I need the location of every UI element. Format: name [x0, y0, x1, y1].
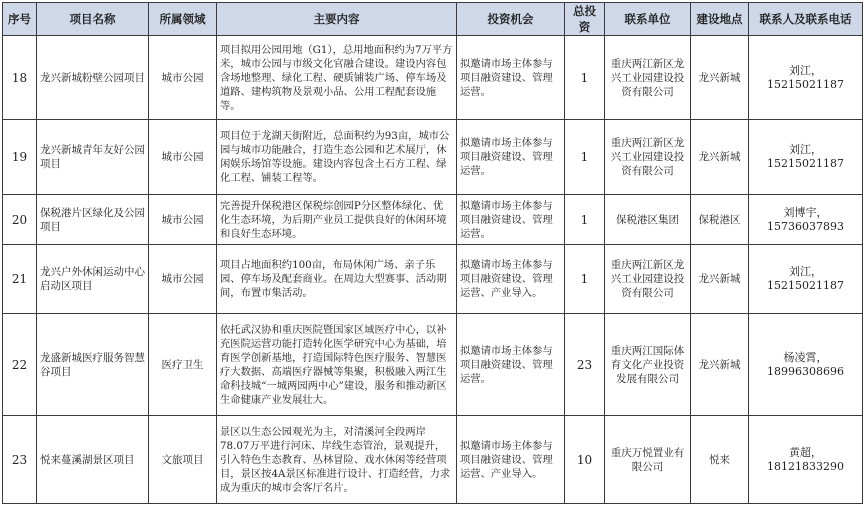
- row-seq: 18: [3, 36, 37, 120]
- row-total: 1: [565, 36, 605, 120]
- header-seq: 序号: [3, 3, 37, 36]
- row-total: 1: [565, 195, 605, 245]
- row-content: 依托武汉协和重庆医院暨国家区域医疗中心，以补充医院运营功能打造转化医学研究中心为基础，培育医学创新基地，打造国际特色医疗服务、智慧医疗大数据、高端医疗器械等集聚，积极融入两江生命科技城“一城两园两中心”建设，服务和推动新区生命健康产业发展壮大。: [217, 314, 457, 416]
- row-field: 城市公园: [149, 36, 217, 120]
- row-name: 龙盛新城医疗服务智慧谷项目: [37, 314, 149, 416]
- row-content: 项目占地面积约100亩，布局休闲广场、亲子乐园、停车场及配套商业。在周边大型赛事、活动期间，布置市集活动。: [217, 245, 457, 314]
- row-opportunity: 拟邀请市场主体参与项目融资建设、管理运营。: [457, 195, 565, 245]
- row-total: 10: [565, 416, 605, 504]
- row-content: 项目拟用公园用地（G1），总用地面积约为7万平方米，城市公园与市级文化官融合建设。建设内容包含场地整理、绿化工程、硬质铺装广场、停车场及道路、建构筑物及景观小品、公用工程配套设施等。: [217, 36, 457, 120]
- table-row: [3, 314, 863, 416]
- row-field: 医疗卫生: [149, 314, 217, 416]
- row-unit: 重庆两江国际体育文化产业投资发展有限公司: [605, 314, 691, 416]
- header-opportunity: 投资机会: [457, 3, 565, 36]
- row-name: 龙兴新城青年友好公园项目: [37, 120, 149, 195]
- row-contact: 刘博宇，15736037893: [749, 195, 863, 245]
- header-unit: 联系单位: [605, 3, 691, 36]
- row-seq: 21: [3, 245, 37, 314]
- table-row: [3, 195, 863, 245]
- table-row: [3, 416, 863, 504]
- row-location: 龙兴新城: [691, 120, 749, 195]
- row-name: 悦来蔓溪湖景区项目: [37, 416, 149, 504]
- row-seq: 23: [3, 416, 37, 504]
- row-unit: 重庆两江新区龙兴工业园建设投资有限公司: [605, 36, 691, 120]
- row-contact: 黄超，18121833290: [749, 416, 863, 504]
- row-seq: 20: [3, 195, 37, 245]
- header-content: 主要内容: [217, 3, 457, 36]
- row-seq: 22: [3, 314, 37, 416]
- row-opportunity: 拟邀请市场主体参与项目融资建设、管理运营。: [457, 314, 565, 416]
- row-unit: 重庆万悦置业有限公司: [605, 416, 691, 504]
- row-opportunity: 拟邀请市场主体参与项目融资建设、管理运营。: [457, 120, 565, 195]
- row-unit: 重庆两江新区龙兴工业园建设投资有限公司: [605, 245, 691, 314]
- row-contact: 刘江，15215021187: [749, 245, 863, 314]
- row-contact: 杨凌霄，18996308696: [749, 314, 863, 416]
- table-row: [3, 120, 863, 195]
- header-contact: 联系人及联系电话: [749, 3, 863, 36]
- row-opportunity: 拟邀请市场主体参与项目融资建设、管理运营、产业导入。: [457, 416, 565, 504]
- header-location: 建设地点: [691, 3, 749, 36]
- row-location: 保税港区: [691, 195, 749, 245]
- row-field: 文旅项目: [149, 416, 217, 504]
- row-opportunity: 拟邀请市场主体参与项目融资建设、管理运营。: [457, 36, 565, 120]
- row-location: 龙兴新城: [691, 245, 749, 314]
- row-location: 龙兴新城: [691, 314, 749, 416]
- table-row: [3, 245, 863, 314]
- header-row: [3, 3, 863, 36]
- row-name: 龙兴新城粉壁公园项目: [37, 36, 149, 120]
- row-content: 项目位于龙湖天街附近，总面积约为93亩，城市公园与城市功能融合，打造生态公园和艺术展厅，休闲娱乐场馆等设施。建设内容包含土石方工程、绿化工程、铺装工程等。: [217, 120, 457, 195]
- row-unit: 重庆两江新区龙兴工业园建设投资有限公司: [605, 120, 691, 195]
- row-total: 23: [565, 314, 605, 416]
- row-seq: 19: [3, 120, 37, 195]
- row-content: 景区以生态公园观光为主，对清溪河全段两岸78.07万平进行河床、岸线生态管治，景观提升，引入特色生态教育、丛林冒险、戏水休闲等经营项目，景区按4A景区标准进行设计、打造经营，力求成为重庆的城市会客厅名片。: [217, 416, 457, 504]
- row-field: 城市公园: [149, 245, 217, 314]
- table-row: [3, 36, 863, 120]
- header-field: 所属领域: [149, 3, 217, 36]
- header-name: 项目名称: [37, 3, 149, 36]
- row-unit: 保税港区集团: [605, 195, 691, 245]
- row-location: 悦来: [691, 416, 749, 504]
- row-total: 1: [565, 120, 605, 195]
- row-total: 1: [565, 245, 605, 314]
- row-field: 城市公园: [149, 195, 217, 245]
- row-content: 完善提升保税港区保税综创园P分区整体绿化、优化生态环境，为后期产业员工提供良好的休闲环境和良好生态环境。: [217, 195, 457, 245]
- row-location: 龙兴新城: [691, 36, 749, 120]
- row-contact: 刘江，15215021187: [749, 36, 863, 120]
- row-name: 保税港片区绿化及公园项目: [37, 195, 149, 245]
- row-field: 城市公园: [149, 120, 217, 195]
- header-total: 总投资: [565, 3, 605, 36]
- row-contact: 刘江，15215021187: [749, 120, 863, 195]
- row-opportunity: 拟邀请市场主体参与项目融资建设、管理运营、产业导入。: [457, 245, 565, 314]
- row-name: 龙兴户外休闲运动中心启动区项目: [37, 245, 149, 314]
- projects-table: [2, 2, 863, 504]
